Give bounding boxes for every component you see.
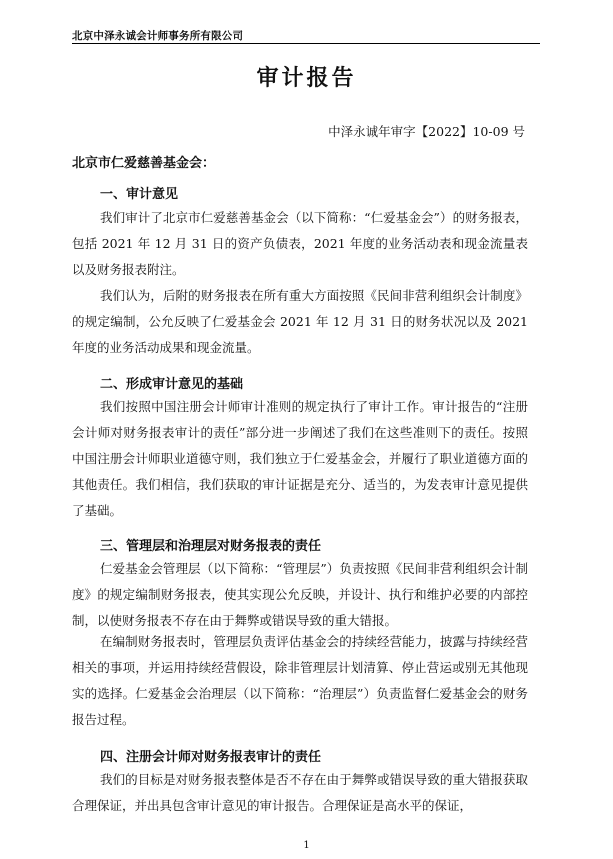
header-divider <box>72 43 540 44</box>
paragraph: 仁爱基金会管理层（以下简称：“管理层”）负责按照《民间非营利组织会计制度》的规定编制财务报表，使其实现公允反映，并设计、执行和维护必要的内部控制，以使财务报表不存在由于舞弊或错误导致的重大错报。 <box>72 561 528 628</box>
paragraph: 我们认为，后附的财务报表在所有重大方面按照《民间非营利组织会计制度》的规定编制，公允反映了仁爱基金会 2021 年 12 月 31 日的财务状况以及 2021 年度的业务活动成果和现金流量。 <box>72 288 528 355</box>
report-title: 审计报告 <box>256 66 357 91</box>
section-heading-auditor-responsibility: 四、注册会计师对财务报表审计的责任 <box>100 750 322 765</box>
firm-name-header: 北京中泽永诚会计师事务所有限公司 <box>72 30 244 42</box>
paragraph: 我们按照中国注册会计师审计准则的规定执行了审计工作。审计报告的“注册会计师对财务报表审计的责任”部分进一步阐述了我们在这些准则下的责任。按照中国注册会计师职业道德守则，我们独立于仁爱基金会，并履行了职业道德方面的其他责任。我们相信，我们获取的审计证据是充分、适当的，为发表审计意见提供了基础。 <box>72 399 528 518</box>
paragraph: 我们审计了北京市仁爱慈善基金会（以下简称：“仁爱基金会”）的财务报表，包括 2021 年 12 月 31 日的资产负债表，2021 年度的业务活动表和现金流量表以及财务报表附注。 <box>72 210 528 277</box>
addressee: 北京市仁爱慈善基金会： <box>72 156 216 171</box>
section-heading-management-responsibility: 三、管理层和治理层对财务报表的责任 <box>100 539 322 554</box>
page-number: 1 <box>303 840 310 851</box>
section-heading-basis-for-opinion: 二、形成审计意见的基础 <box>100 377 244 392</box>
section-heading-audit-opinion: 一、审计意见 <box>100 187 179 202</box>
paragraph: 在编制财务报表时，管理层负责评估基金会的持续经营能力，披露与持续经营相关的事项，并运用持续经营假设，除非管理层计划清算、停止营运或别无其他现实的选择。仁爱基金会治理层（以下简称：“治理层”）负责监督仁爱基金会的财务报告过程。 <box>72 634 528 727</box>
paragraph: 我们的目标是对财务报表整体是否不存在由于舞弊或错误导致的重大错报获取合理保证，并出具包含审计意见的审计报告。合理保证是高水平的保证， <box>72 772 528 813</box>
report-reference-number: 中泽永诚年审字【2022】10-09 号 <box>328 124 525 139</box>
